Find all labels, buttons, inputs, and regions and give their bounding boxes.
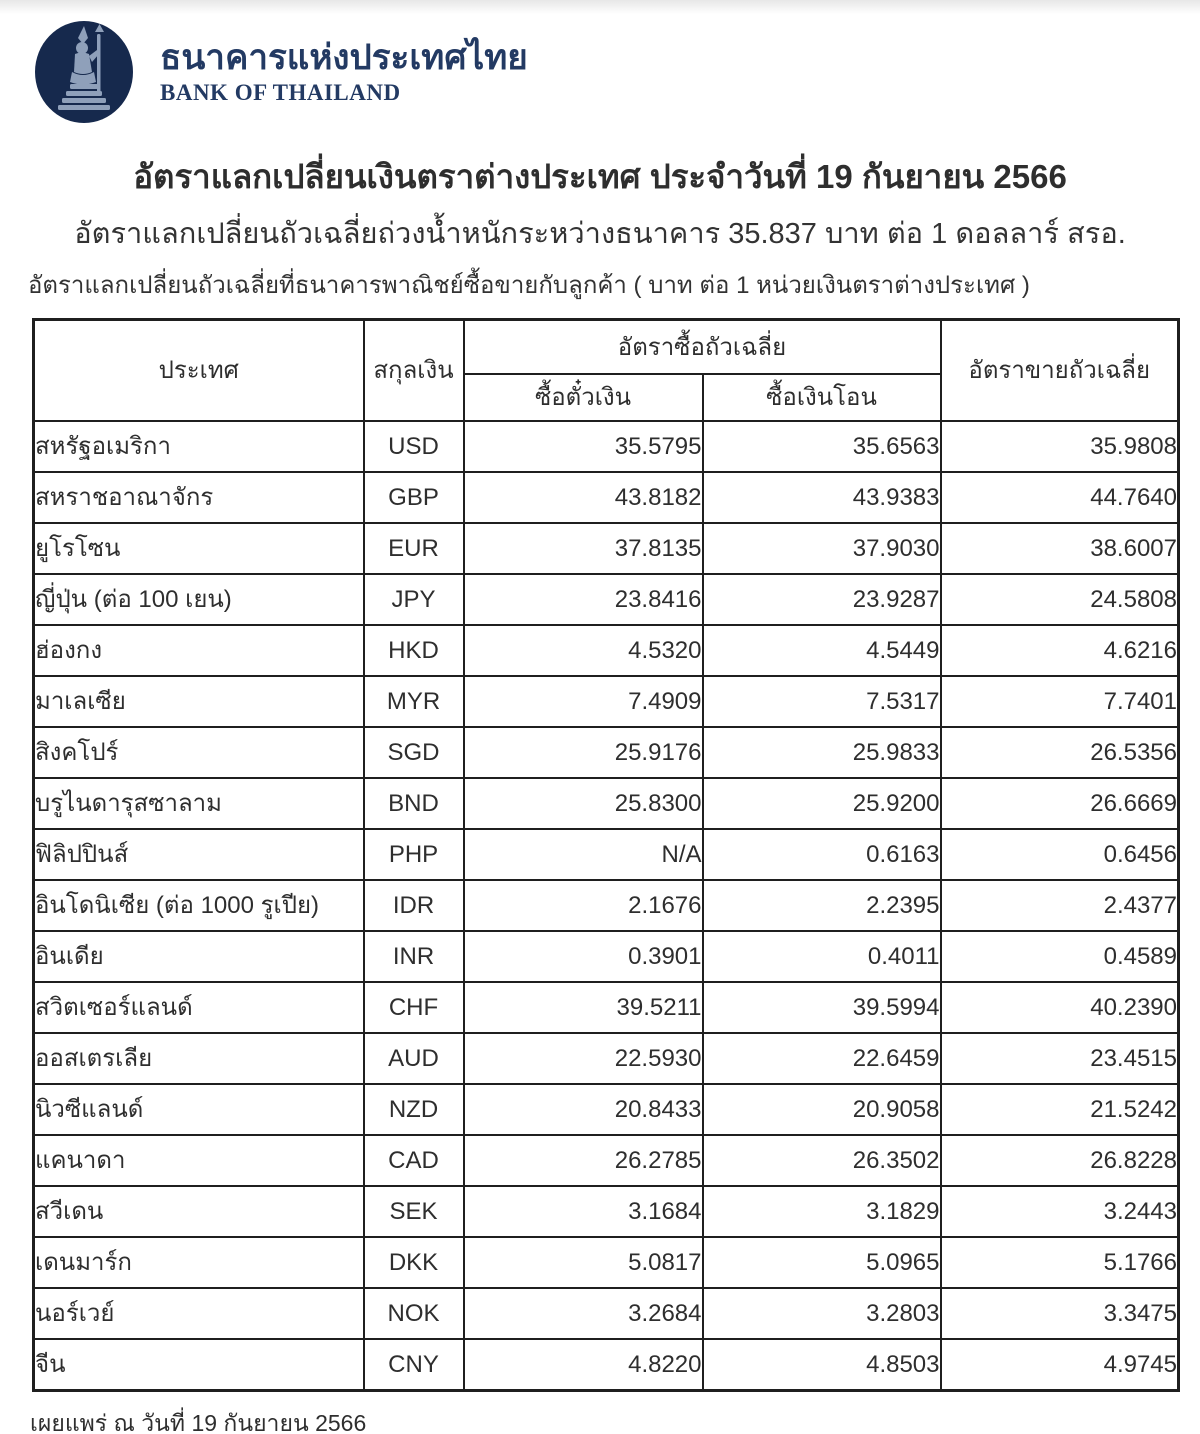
buying-transfer-cell: 25.9200 <box>703 778 941 829</box>
buying-sight-cell: 35.5795 <box>464 421 703 472</box>
table-row <box>34 1033 1179 1084</box>
country-cell: สหรัฐอเมริกา <box>34 421 364 472</box>
brand-english-name: BANK OF THAILAND <box>160 80 401 106</box>
table-row <box>34 880 1179 931</box>
selling-cell: 35.9808 <box>941 421 1179 472</box>
country-cell: ยูโรโซน <box>34 523 364 574</box>
currency-code-cell: MYR <box>364 676 464 727</box>
buying-transfer-cell: 25.9833 <box>703 727 941 778</box>
country-cell: แคนาดา <box>34 1135 364 1186</box>
buying-sight-cell: 43.8182 <box>464 472 703 523</box>
currency-code-cell: SEK <box>364 1186 464 1237</box>
buying-sight-cell: 26.2785 <box>464 1135 703 1186</box>
country-cell: นิวซีแลนด์ <box>34 1084 364 1135</box>
buying-transfer-cell: 2.2395 <box>703 880 941 931</box>
buying-sight-cell: 25.9176 <box>464 727 703 778</box>
header-selling: อัตราขายถัวเฉลี่ย <box>941 320 1179 422</box>
selling-cell: 24.5808 <box>941 574 1179 625</box>
buying-transfer-cell: 35.6563 <box>703 421 941 472</box>
selling-cell: 26.5356 <box>941 727 1179 778</box>
currency-code-cell: INR <box>364 931 464 982</box>
currency-code-cell: CHF <box>364 982 464 1033</box>
buying-transfer-cell: 4.8503 <box>703 1339 941 1391</box>
table-row <box>34 829 1179 880</box>
selling-cell: 3.2443 <box>941 1186 1179 1237</box>
selling-cell: 0.4589 <box>941 931 1179 982</box>
selling-cell: 40.2390 <box>941 982 1179 1033</box>
selling-cell: 3.3475 <box>941 1288 1179 1339</box>
header-buying-group: อัตราซื้อถัวเฉลี่ย <box>464 320 941 375</box>
buying-sight-cell: 5.0817 <box>464 1237 703 1288</box>
selling-cell: 26.8228 <box>941 1135 1179 1186</box>
country-cell: มาเลเซีย <box>34 676 364 727</box>
currency-code-cell: BND <box>364 778 464 829</box>
currency-code-cell: GBP <box>364 472 464 523</box>
selling-cell: 2.4377 <box>941 880 1179 931</box>
buying-sight-cell: 22.5930 <box>464 1033 703 1084</box>
table-row <box>34 574 1179 625</box>
country-cell: อินเดีย <box>34 931 364 982</box>
currency-code-cell: CNY <box>364 1339 464 1391</box>
bank-of-thailand-emblem-icon <box>34 20 134 124</box>
country-cell: สิงคโปร์ <box>34 727 364 778</box>
selling-cell: 4.9745 <box>941 1339 1179 1391</box>
header-buying-transfer: ซื้อเงินโอน <box>703 374 941 421</box>
page-subtitle: อัตราแลกเปลี่ยนถัวเฉลี่ยถ่วงน้ำหนักระหว่างธนาคาร 35.837 บาท ต่อ 1 ดอลลาร์ สรอ. <box>74 218 1126 251</box>
selling-cell: 5.1766 <box>941 1237 1179 1288</box>
buying-sight-cell: 23.8416 <box>464 574 703 625</box>
buying-transfer-cell: 4.5449 <box>703 625 941 676</box>
page-title: อัตราแลกเปลี่ยนเงินตราต่างประเทศ ประจำวันที่ 19 กันยายน 2566 <box>133 158 1067 195</box>
buying-sight-cell: 4.8220 <box>464 1339 703 1391</box>
buying-sight-cell: 0.3901 <box>464 931 703 982</box>
country-cell: เดนมาร์ก <box>34 1237 364 1288</box>
currency-code-cell: IDR <box>364 880 464 931</box>
country-cell: สวีเดน <box>34 1186 364 1237</box>
buying-sight-cell: 4.5320 <box>464 625 703 676</box>
table-row <box>34 1084 1179 1135</box>
selling-cell: 0.6456 <box>941 829 1179 880</box>
country-cell: นอร์เวย์ <box>34 1288 364 1339</box>
table-row <box>34 778 1179 829</box>
country-cell: ออสเตรเลีย <box>34 1033 364 1084</box>
page-note: อัตราแลกเปลี่ยนถัวเฉลี่ยที่ธนาคารพาณิชย์ซื้อขายกับลูกค้า ( บาท ต่อ 1 หน่วยเงินตราต่างประเทศ ) <box>28 271 1030 299</box>
table-row <box>34 727 1179 778</box>
currency-code-cell: CAD <box>364 1135 464 1186</box>
buying-transfer-cell: 43.9383 <box>703 472 941 523</box>
table-header-row-1 <box>34 320 1179 375</box>
table-row <box>34 931 1179 982</box>
country-cell: จีน <box>34 1339 364 1391</box>
currency-code-cell: JPY <box>364 574 464 625</box>
buying-transfer-cell: 22.6459 <box>703 1033 941 1084</box>
selling-cell: 38.6007 <box>941 523 1179 574</box>
selling-cell: 26.6669 <box>941 778 1179 829</box>
table-row <box>34 676 1179 727</box>
buying-sight-cell: 3.2684 <box>464 1288 703 1339</box>
table-row <box>34 1237 1179 1288</box>
country-cell: ฟิลิปปินส์ <box>34 829 364 880</box>
table-row <box>34 472 1179 523</box>
header-buying-sight: ซื้อตั๋วเงิน <box>464 374 703 421</box>
brand-text <box>160 38 528 106</box>
buying-transfer-cell: 23.9287 <box>703 574 941 625</box>
buying-sight-cell: 25.8300 <box>464 778 703 829</box>
buying-sight-cell: 39.5211 <box>464 982 703 1033</box>
country-cell: อินโดนิเซีย (ต่อ 1000 รูเปีย) <box>34 880 364 931</box>
buying-transfer-cell: 0.4011 <box>703 931 941 982</box>
buying-sight-cell: 3.1684 <box>464 1186 703 1237</box>
table-row <box>34 1339 1179 1391</box>
selling-cell: 21.5242 <box>941 1084 1179 1135</box>
buying-transfer-cell: 5.0965 <box>703 1237 941 1288</box>
header-currency: สกุลเงิน <box>364 320 464 422</box>
currency-code-cell: USD <box>364 421 464 472</box>
currency-code-cell: EUR <box>364 523 464 574</box>
header-country: ประเทศ <box>34 320 364 422</box>
buying-transfer-cell: 7.5317 <box>703 676 941 727</box>
buying-sight-cell: N/A <box>464 829 703 880</box>
country-cell: สวิตเซอร์แลนด์ <box>34 982 364 1033</box>
selling-cell: 23.4515 <box>941 1033 1179 1084</box>
currency-code-cell: NZD <box>364 1084 464 1135</box>
currency-code-cell: SGD <box>364 727 464 778</box>
country-cell: สหราชอาณาจักร <box>34 472 364 523</box>
table-row <box>34 421 1179 472</box>
currency-code-cell: PHP <box>364 829 464 880</box>
exchange-rate-table <box>32 318 1180 1392</box>
table-row <box>34 1186 1179 1237</box>
table-row <box>34 1288 1179 1339</box>
buying-transfer-cell: 37.9030 <box>703 523 941 574</box>
buying-sight-cell: 2.1676 <box>464 880 703 931</box>
buying-transfer-cell: 3.2803 <box>703 1288 941 1339</box>
table-row <box>34 982 1179 1033</box>
brand-thai-name: ธนาคารแห่งประเทศไทย <box>160 37 528 77</box>
bank-of-thailand-brand <box>0 14 1200 126</box>
buying-sight-cell: 20.8433 <box>464 1084 703 1135</box>
table-row <box>34 523 1179 574</box>
currency-code-cell: HKD <box>364 625 464 676</box>
selling-cell: 4.6216 <box>941 625 1179 676</box>
buying-sight-cell: 7.4909 <box>464 676 703 727</box>
buying-transfer-cell: 0.6163 <box>703 829 941 880</box>
buying-sight-cell: 37.8135 <box>464 523 703 574</box>
top-shadow-strip <box>0 0 1200 14</box>
buying-transfer-cell: 39.5994 <box>703 982 941 1033</box>
currency-code-cell: AUD <box>364 1033 464 1084</box>
currency-code-cell: NOK <box>364 1288 464 1339</box>
buying-transfer-cell: 3.1829 <box>703 1186 941 1237</box>
selling-cell: 44.7640 <box>941 472 1179 523</box>
selling-cell: 7.7401 <box>941 676 1179 727</box>
table-row <box>34 625 1179 676</box>
buying-transfer-cell: 26.3502 <box>703 1135 941 1186</box>
country-cell: บรูไนดารุสซาลาม <box>34 778 364 829</box>
buying-transfer-cell: 20.9058 <box>703 1084 941 1135</box>
currency-code-cell: DKK <box>364 1237 464 1288</box>
country-cell: ฮ่องกง <box>34 625 364 676</box>
table-row <box>34 1135 1179 1186</box>
country-cell: ญี่ปุ่น (ต่อ 100 เยน) <box>34 574 364 625</box>
publication-date: เผยแพร่ ณ วันที่ 19 กันยายน 2566 <box>30 1410 367 1434</box>
